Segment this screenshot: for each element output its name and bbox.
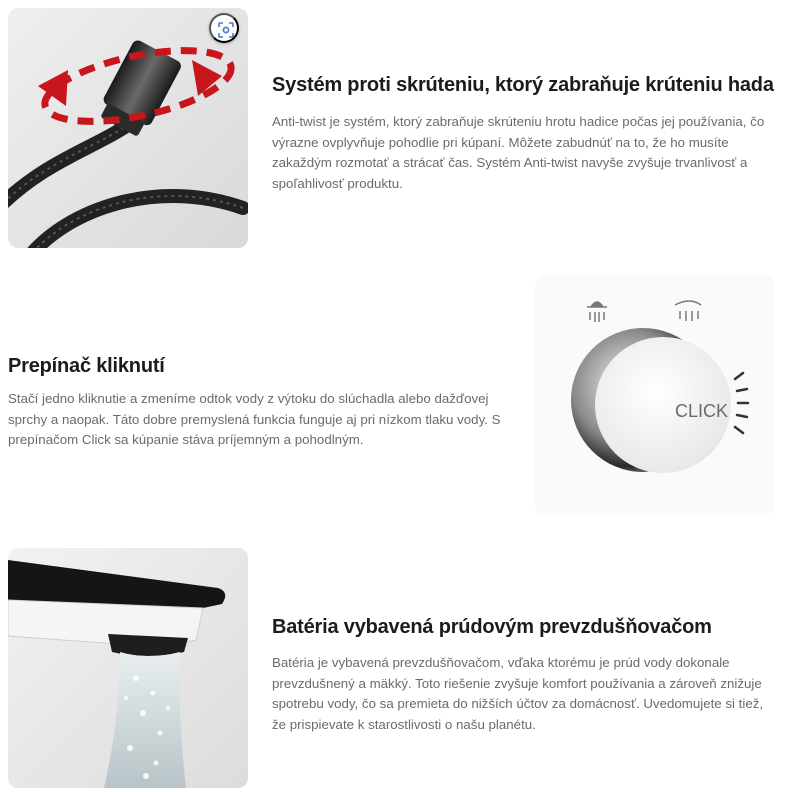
- section-title-aerator: Batéria vybavená prúdovým prevzdušňovačom: [272, 616, 712, 638]
- faucet-aerator-icon: [8, 548, 248, 788]
- section-desc-click-switch: Stačí jedno kliknutie a zmeníme odtok vody z výtoku do slúchadla alebo dažďovej sprchy a naopak. Táto dobre premyslená funkcia funguje aj pri nízkom tlaku vody. S prepínačom Click sa kúpanie stáva príjemným a pohodlným.: [8, 391, 501, 447]
- click-switch-image: [535, 275, 775, 515]
- click-switch-icon: [535, 275, 775, 515]
- faucet-aerator-image: [8, 548, 248, 788]
- click-switch-label: CLICK: [675, 401, 729, 421]
- section-title-click-switch: Prepínač kliknutí: [8, 355, 165, 377]
- section-desc-anti-twist: Anti-twist je systém, ktorý zabraňuje skrúteniu hrotu hadice počas jej používania, čo výrazne ovplyvňuje pohodlie pri kúpaní. Môžete zabudnúť na to, že ho musíte zakaždým rozmotať a strácať čas. Systém Anti-twist navyše zvyšuje trvanlivosť a spoľahlivosť produktu.: [272, 114, 765, 191]
- hose-anti-twist-icon: [8, 8, 248, 248]
- section-title-anti-twist: Systém proti skrúteniu, ktorý zabraňuje krúteniu hada: [272, 74, 774, 96]
- hose-anti-twist-image: [8, 8, 248, 248]
- section-desc-aerator: Batéria je vybavená prevzdušňovačom, vďaka ktorému je prúd vody dokonale prevzdušnený a mäkký. Toto riešenie zvyšuje komfort používania a zároveň znižuje spotrebu vody, čo sa premieta do nižších účtov za domácnosť. Uvedomujete si tiež, že prispievate k starostlivosti o našu planétu.: [272, 655, 764, 732]
- visual-search-button[interactable]: [209, 13, 239, 43]
- visual-search-icon: [218, 22, 234, 38]
